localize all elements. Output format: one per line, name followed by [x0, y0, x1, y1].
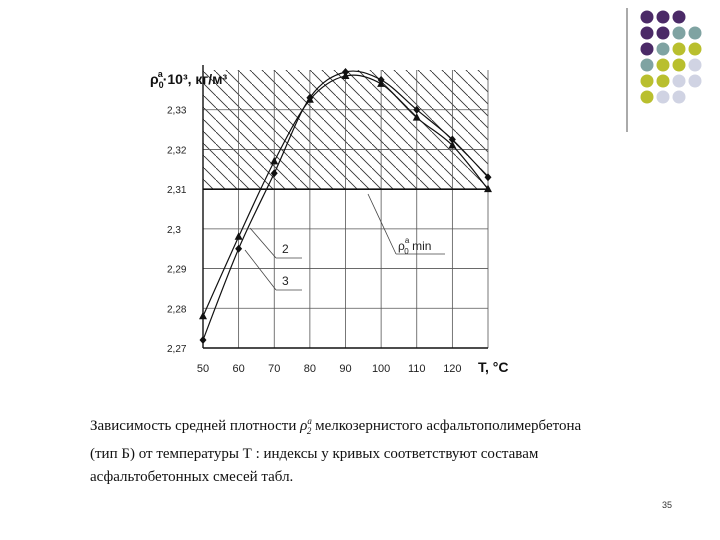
x-tick-label: 50 [196, 363, 210, 375]
y-tick-label: 2,29 [167, 264, 187, 276]
x-tick-label: 80 [303, 363, 316, 375]
curve-3-label: 3 [282, 274, 289, 288]
figure-caption [90, 410, 650, 489]
y-tick-label: 2,33 [167, 105, 187, 117]
y-axis-title: $\rho_0a\cdot 10^3$, кг/м³ [150, 69, 228, 90]
series-2-point [235, 232, 243, 240]
x-tick-label: 60 [232, 363, 245, 375]
min-density-label: $\rho^a$ 0 min [398, 236, 432, 256]
y-tick-label: 2,3 [167, 224, 181, 236]
page-number: 35 [662, 500, 673, 510]
x-tick-label: 100 [371, 363, 391, 375]
y-tick-labels [167, 106, 187, 355]
curve-2-label: 2 [282, 242, 289, 256]
x-tick-label: 90 [339, 363, 352, 375]
caption-line-1: Зависимость средней плотности $\rho^a_2$ мелкозернистого асфальтополимербетона [90, 416, 582, 436]
x-tick-label: 120 [443, 363, 462, 375]
x-tick-label: 70 [268, 363, 281, 375]
series-3-point [200, 336, 207, 344]
caption-rho: $\rho^a_2$ [300, 416, 312, 436]
y-tick-label: 2,32 [167, 145, 187, 157]
x-tick-labels [197, 363, 462, 375]
series-3-point [235, 245, 242, 253]
y-tick-label: 2,31 [167, 185, 187, 197]
y-tick-label: 2,27 [167, 344, 187, 355]
caption-line-2: (тип Б) от температуры Т : индексы у кривых соответствуют составам [90, 446, 539, 462]
series-2-point [199, 312, 207, 320]
x-axis-label: T, °C [478, 359, 509, 375]
y-tick-label: 2,28 [167, 304, 187, 316]
caption-line-3: асфальтобетонных смесей табл. [90, 469, 294, 485]
x-tick-label: 110 [407, 363, 426, 375]
